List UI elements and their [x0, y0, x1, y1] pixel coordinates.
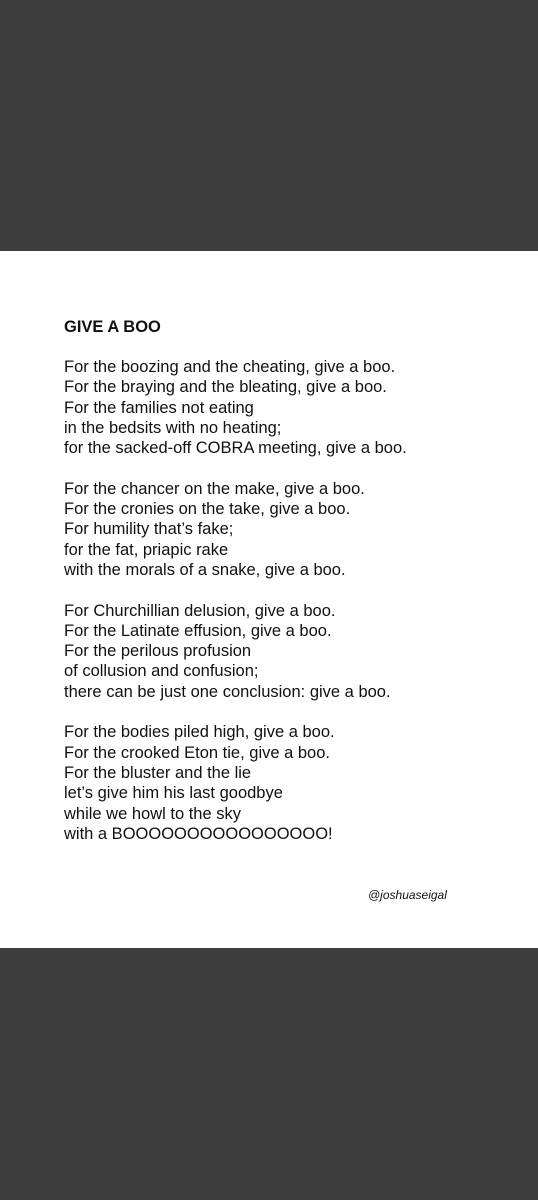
poem-line: For the chancer on the make, give a boo. [64, 479, 365, 498]
poem-line: of collusion and confusion; [64, 662, 259, 681]
poem-body [64, 357, 407, 864]
stanza-3 [64, 601, 407, 702]
poem-title: GIVE A BOO [64, 318, 161, 336]
poem-line: there can be just one conclusion: give a boo. [64, 682, 391, 701]
poem-line: For the crooked Eton tie, give a boo. [64, 743, 330, 762]
poem-line: in the bedsits with no heating; [64, 418, 282, 437]
stanza-2 [64, 479, 407, 580]
poem-line: For the perilous profusion [64, 642, 252, 661]
top-dark-band [0, 0, 538, 251]
poem-line: For Churchillian delusion, give a boo. [64, 601, 336, 620]
stanza-1 [64, 357, 407, 458]
poem-line: For the Latinate effusion, give a boo. [64, 621, 332, 640]
author-handle: @joshuaseigal [368, 888, 447, 902]
poem-line: with the morals of a snake, give a boo. [64, 560, 346, 579]
poem-line: while we howl to the sky [64, 804, 241, 823]
poem-line: For the cronies on the take, give a boo. [64, 500, 351, 519]
poem-line: For the braying and the bleating, give a boo. [64, 378, 387, 397]
poem-line: For humility that’s fake; [64, 520, 234, 539]
poem-line: for the fat, priapic rake [64, 540, 229, 559]
poem-line: For the bodies piled high, give a boo. [64, 723, 335, 742]
bottom-dark-band [0, 948, 538, 1200]
poem-line: For the bluster and the lie [64, 763, 252, 782]
poem-page [0, 251, 538, 948]
poem-line: for the sacked-off COBRA meeting, give a boo. [64, 439, 407, 458]
poem-line: For the families not eating [64, 398, 254, 417]
poem-line: with a BOOOOOOOOOOOOOOOO! [64, 824, 333, 843]
poem-line: For the boozing and the cheating, give a boo. [64, 358, 396, 376]
stanza-4 [64, 722, 407, 844]
poem-line: let’s give him his last goodbye [64, 784, 283, 803]
